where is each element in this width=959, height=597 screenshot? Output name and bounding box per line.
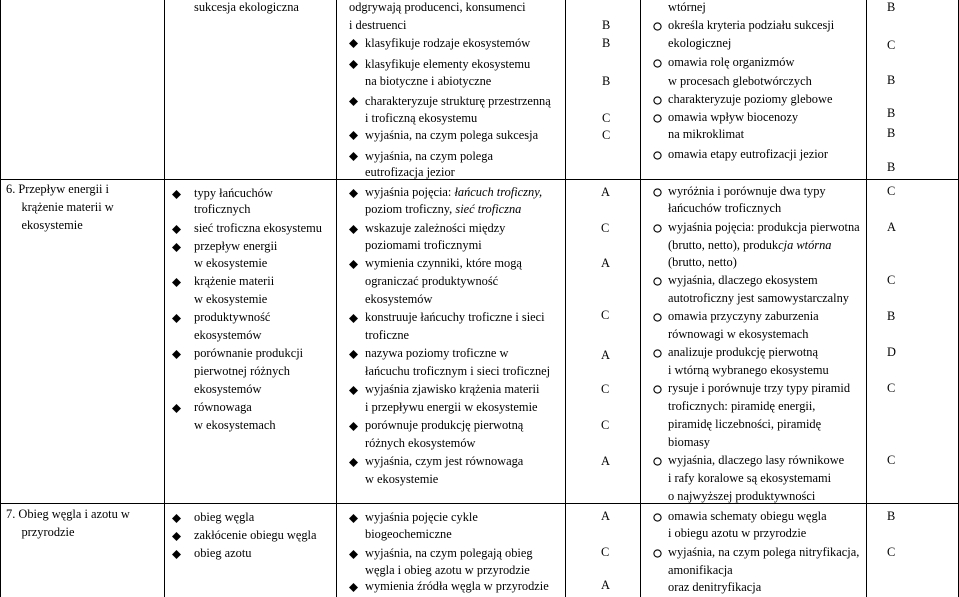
topic-title: krążenie materii w xyxy=(6,200,114,214)
requirement-text: wyjaśnia, na czym polega sukcesja xyxy=(365,128,539,142)
bullet-diamond-icon xyxy=(172,243,181,252)
requirement-text: ekologicznej xyxy=(668,36,732,50)
requirement-text: wyróżnia i porównuje dwa typy xyxy=(668,184,826,198)
level-letter: A xyxy=(887,220,896,234)
level-letter: B xyxy=(602,18,611,32)
bullet-circle-icon xyxy=(653,151,662,160)
level-letter: B xyxy=(887,309,896,323)
bullet-diamond-icon xyxy=(349,314,358,323)
bullet-diamond-icon xyxy=(172,278,181,287)
content-item-text: w ekosystemie xyxy=(194,256,268,270)
bullet-diamond-icon xyxy=(349,422,358,431)
bullet-circle-icon xyxy=(653,59,662,68)
bullet-diamond-icon xyxy=(349,97,358,106)
topic-title: 7. Obieg węgla i azotu w xyxy=(6,507,130,521)
requirement-text: troficzne xyxy=(365,328,410,342)
requirement-text: i wtórną wybranego ekosystemu xyxy=(668,363,829,377)
bullet-diamond-icon xyxy=(172,532,181,541)
requirement-text: wyjaśnia pojęcia: łańcuch troficzny, xyxy=(365,185,543,199)
level-letter: C xyxy=(601,221,610,235)
requirement-text: odgrywają producenci, konsumenci xyxy=(349,0,526,14)
requirement-text: i obiegu azotu w przyrodzie xyxy=(668,526,807,540)
requirement-text: łańcuchu troficznym i sieci troficznej xyxy=(365,364,551,378)
requirement-text: ekosystemów xyxy=(365,292,433,306)
bullet-circle-icon xyxy=(653,313,662,322)
content-item-text: pierwotnej różnych xyxy=(194,364,290,378)
content-item-text: krążenie materii xyxy=(194,274,275,288)
content-item-text: typy łańcuchów xyxy=(194,186,273,200)
level-letter: B xyxy=(887,0,896,14)
row-divider xyxy=(0,179,959,180)
requirement-text: wtórnej xyxy=(668,0,706,14)
requirement-text: (brutto, netto), produkcja wtórna xyxy=(668,238,832,252)
bullet-diamond-icon xyxy=(349,189,358,198)
bullet-diamond-icon xyxy=(349,386,358,395)
requirement-text: amonifikacja xyxy=(668,563,733,577)
bullet-diamond-icon xyxy=(172,314,181,323)
bullet-diamond-icon xyxy=(349,131,358,140)
requirement-text: rysuje i porównuje trzy typy piramid xyxy=(668,381,851,395)
requirement-text: wyjaśnia pojęcie cykle xyxy=(365,510,478,524)
requirement-text: o najwyższej produktywności xyxy=(668,489,816,503)
bullet-circle-icon xyxy=(653,549,662,558)
bullet-diamond-icon xyxy=(349,583,358,592)
requirement-text: i przepływu energii w ekosystemie xyxy=(365,400,538,414)
level-letter: C xyxy=(887,273,896,287)
requirement-text: poziomami troficznymi xyxy=(365,238,482,252)
bullet-diamond-icon xyxy=(349,152,358,161)
requirement-text: analizuje produkcję pierwotną xyxy=(668,345,819,359)
level-letter: A xyxy=(601,578,610,592)
requirement-text: różnych ekosystemów xyxy=(365,436,476,450)
content-item-text: obieg azotu xyxy=(194,546,252,560)
requirement-text: równowagi w ekosystemach xyxy=(668,327,809,341)
requirement-text: charakteryzuje poziomy glebowe xyxy=(668,92,833,106)
requirement-text: wyjaśnia, na czym polegają obieg xyxy=(365,546,533,560)
column-divider xyxy=(336,0,337,597)
topic-title: 6. Przepływ energii i xyxy=(6,182,110,196)
level-letter: B xyxy=(887,509,896,523)
requirement-text: charakteryzuje strukturę przestrzenną xyxy=(365,94,551,108)
level-letter: A xyxy=(601,454,610,468)
requirement-text: biogeochemiczne xyxy=(365,527,452,541)
content-item-text: porównanie produkcji xyxy=(194,346,304,360)
level-letter: B xyxy=(887,160,896,174)
requirement-text: węgla i obieg azotu w przyrodzie xyxy=(365,563,530,577)
bullet-circle-icon xyxy=(653,385,662,394)
content-item-text: ekosystemów xyxy=(194,328,262,342)
requirement-text: klasyfikuje rodzaje ekosystemów xyxy=(365,36,531,50)
bullet-diamond-icon xyxy=(349,225,358,234)
requirement-text: wyjaśnia, na czym polega xyxy=(365,149,493,163)
bullet-diamond-icon xyxy=(349,260,358,269)
requirement-text: i rafy koralowe są ekosystemami xyxy=(668,471,832,485)
requirement-text: oraz denitryfikacja xyxy=(668,580,762,594)
requirement-text: omawia przyczyny zaburzenia xyxy=(668,309,819,323)
requirement-text: omawia wpływ biocenozy xyxy=(668,110,799,124)
bullet-circle-icon xyxy=(653,457,662,466)
bullet-circle-icon xyxy=(653,114,662,123)
level-letter: C xyxy=(601,545,610,559)
bullet-diamond-icon xyxy=(349,39,358,48)
requirement-text: omawia rolę organizmów xyxy=(668,55,795,69)
column-divider xyxy=(640,0,641,597)
level-letter: B xyxy=(602,36,611,50)
level-letter: B xyxy=(887,126,896,140)
level-letter: C xyxy=(602,111,611,125)
content-item-text: ekosystemów xyxy=(194,382,262,396)
requirement-text: poziom troficzny, sieć troficzna xyxy=(365,202,522,216)
level-letter: A xyxy=(601,348,610,362)
bullet-diamond-icon xyxy=(172,190,181,199)
requirement-text: eutrofizacja jezior xyxy=(365,165,455,179)
requirement-text: wyjaśnia, czym jest równowaga xyxy=(365,454,524,468)
requirement-text: wyjaśnia, na czym polega nitryfikacja, xyxy=(668,545,860,559)
level-letter: C xyxy=(887,184,896,198)
requirement-text: omawia etapy eutrofizacji jezior xyxy=(668,147,828,161)
content-item-text: w ekosystemie xyxy=(194,292,268,306)
level-letter: C xyxy=(887,545,896,559)
content-item-text: w ekosystemach xyxy=(194,418,276,432)
bullet-circle-icon xyxy=(653,22,662,31)
requirement-text: konstruuje łańcuchy troficzne i sieci xyxy=(365,310,545,324)
requirement-text: w ekosystemie xyxy=(365,472,439,486)
column-divider xyxy=(866,0,867,597)
bullet-diamond-icon xyxy=(172,404,181,413)
bullet-diamond-icon xyxy=(172,350,181,359)
requirement-text: wyjaśnia, dlaczego ekosystem xyxy=(668,273,818,287)
requirement-text: ograniczać produktywność xyxy=(365,274,499,288)
column-divider xyxy=(164,0,165,597)
requirement-text: i troficzną ekosystemu xyxy=(365,111,478,125)
requirement-text: porównuje produkcję pierwotną xyxy=(365,418,524,432)
level-letter: A xyxy=(601,256,610,270)
level-letter: C xyxy=(887,453,896,467)
bullet-circle-icon xyxy=(653,96,662,105)
requirement-text: nazywa poziomy troficzne w xyxy=(365,346,509,360)
level-letter: A xyxy=(601,509,610,523)
bullet-circle-icon xyxy=(653,224,662,233)
content-item-text: sukcesja ekologiczna xyxy=(194,0,299,14)
bullet-circle-icon xyxy=(653,188,662,197)
bullet-circle-icon xyxy=(653,277,662,286)
level-letter: D xyxy=(887,345,896,359)
requirement-text: wymienia źródła węgla w przyrodzie xyxy=(365,579,549,593)
requirement-text: wskazuje zależności między xyxy=(365,221,506,235)
content-item-text: produktywność xyxy=(194,310,271,324)
content-item-text: obieg węgla xyxy=(194,510,255,524)
level-letter: C xyxy=(601,308,610,322)
requirement-text: określa kryteria podziału sukcesji xyxy=(668,18,835,32)
bullet-diamond-icon xyxy=(349,60,358,69)
level-letter: B xyxy=(602,74,611,88)
bullet-diamond-icon xyxy=(172,225,181,234)
requirement-text: łańcuchów troficznych xyxy=(668,201,782,215)
requirement-text: autotroficzny jest samowystarczalny xyxy=(668,291,849,305)
content-item-text: sieć troficzna ekosystemu xyxy=(194,221,322,235)
level-letter: C xyxy=(887,381,896,395)
requirement-text: i destruenci xyxy=(349,18,407,32)
requirement-text: piramidę liczebności, piramidę xyxy=(668,417,822,431)
bullet-diamond-icon xyxy=(349,550,358,559)
requirement-text: wyjaśnia pojęcia: produkcja pierwotna xyxy=(668,220,860,234)
bullet-diamond-icon xyxy=(349,514,358,523)
level-letter: C xyxy=(601,382,610,396)
requirement-text: biomasy xyxy=(668,435,710,449)
topic-title: przyrodzie xyxy=(6,525,75,539)
level-letter: B xyxy=(887,73,896,87)
content-item-text: przepływ energii xyxy=(194,239,278,253)
requirement-text: w procesach glebotwórczych xyxy=(668,74,812,88)
level-letter: C xyxy=(602,128,611,142)
requirement-text: (brutto, netto) xyxy=(668,255,737,269)
requirement-text: omawia schematy obiegu węgla xyxy=(668,509,827,523)
level-letter: C xyxy=(601,418,610,432)
level-letter: A xyxy=(601,185,610,199)
requirement-text: troficznych: piramidę energii, xyxy=(668,399,816,413)
column-divider xyxy=(565,0,566,597)
requirement-text: wyjaśnia, dlaczego lasy równikowe xyxy=(668,453,845,467)
bullet-diamond-icon xyxy=(349,350,358,359)
level-letter: C xyxy=(887,38,896,52)
bullet-diamond-icon xyxy=(349,458,358,467)
topic-title: ekosystemie xyxy=(6,218,83,232)
content-item-text: równowaga xyxy=(194,400,252,414)
bullet-diamond-icon xyxy=(172,550,181,559)
bullet-circle-icon xyxy=(653,513,662,522)
requirement-text: wymienia czynniki, które mogą xyxy=(365,256,522,270)
content-item-text: zakłócenie obiegu węgla xyxy=(194,528,317,542)
table-border-left xyxy=(0,0,1,597)
level-letter: B xyxy=(887,106,896,120)
requirement-text: wyjaśnia zjawisko krążenia materii xyxy=(365,382,540,396)
requirement-text: na mikroklimat xyxy=(668,127,745,141)
content-item-text: troficznych xyxy=(194,202,251,216)
bullet-circle-icon xyxy=(653,349,662,358)
requirement-text: na biotyczne i abiotyczne xyxy=(365,74,492,88)
requirement-text: klasyfikuje elementy ekosystemu xyxy=(365,57,531,71)
bullet-diamond-icon xyxy=(172,514,181,523)
